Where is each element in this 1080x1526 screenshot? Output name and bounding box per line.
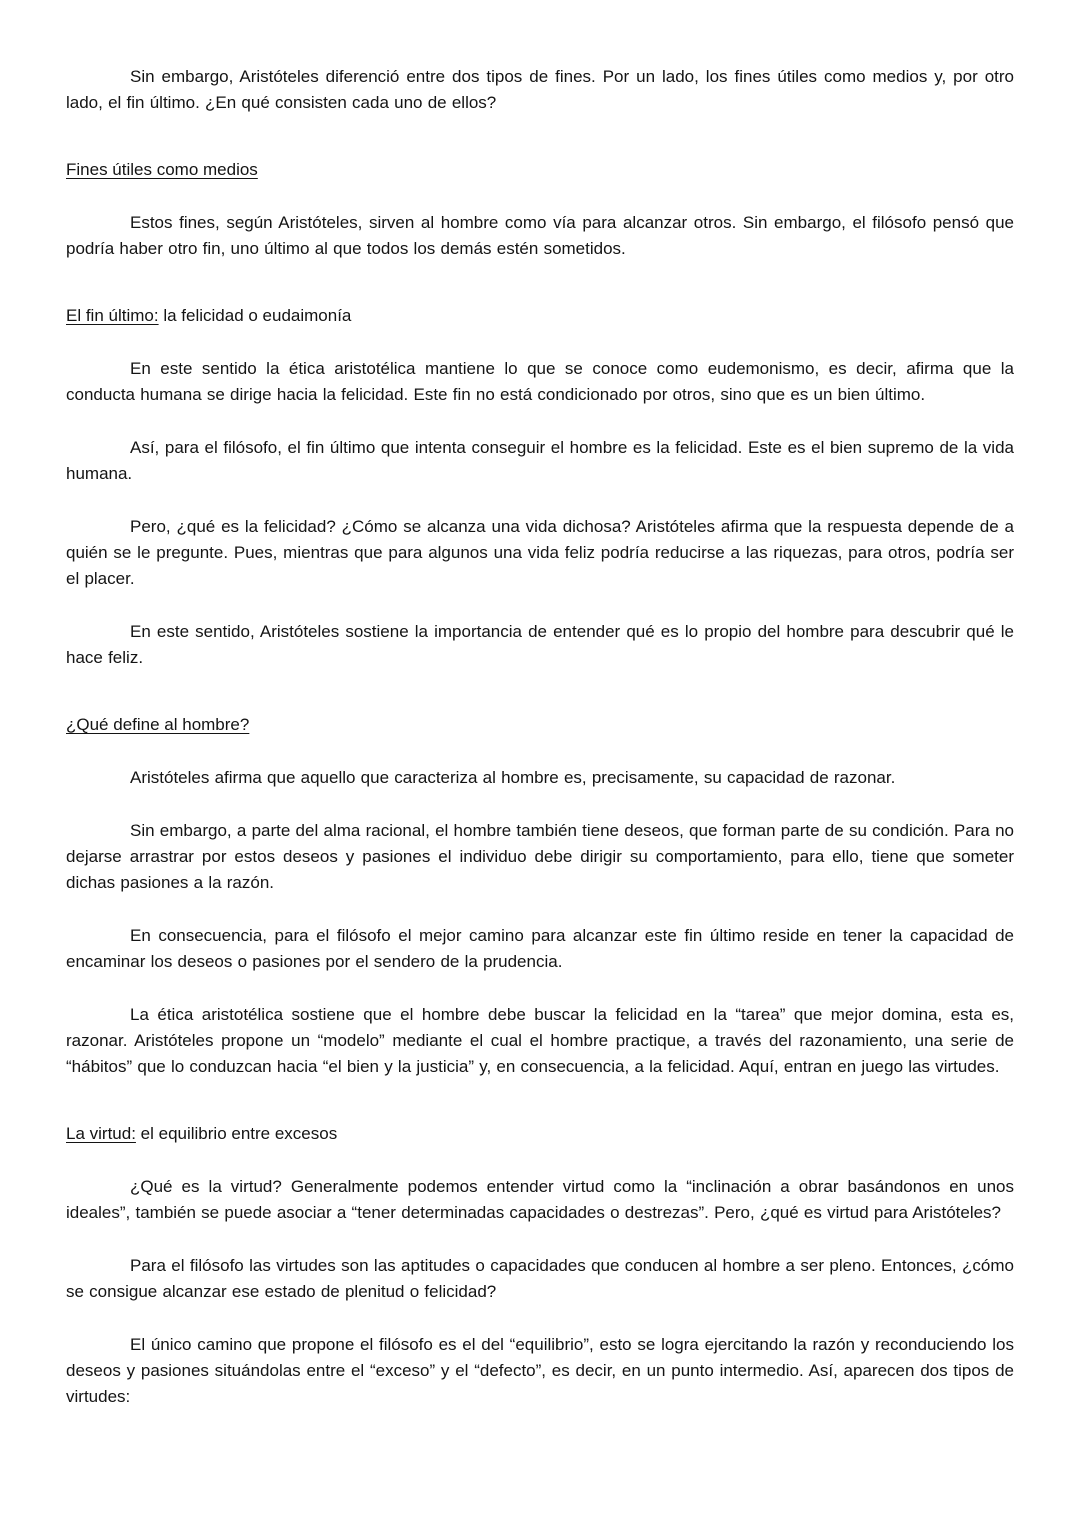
- heading-underlined-text: El fin último:: [66, 306, 159, 325]
- paragraph: Estos fines, según Aristóteles, sirven al hombre como vía para alcanzar otros. Sin embargo, el filósofo pensó que podría haber otro fin, uno último al que todos los demás estén sometidos.: [66, 213, 1014, 258]
- heading-underlined-text: La virtud:: [66, 1124, 136, 1143]
- paragraph: Para el filósofo las virtudes son las aptitudes o capacidades que conducen al hombre a ser pleno. Entonces, ¿cómo se consigue alcanzar ese estado de plenitud o felicidad?: [66, 1256, 1014, 1301]
- paragraph: El único camino que propone el filósofo es el del “equilibrio”, esto se logra ejercitando la razón y reconduciendo los deseos y pasiones situándolas entre el “exceso” y el “defecto”, es decir, en un punto intermedio. Así, aparecen dos tipos de virtudes:: [66, 1335, 1014, 1406]
- paragraph: Pero, ¿qué es la felicidad? ¿Cómo se alcanza una vida dichosa? Aristóteles afirma que la respuesta depende de a quién se le pregunte. Pues, mientras que para algunos una vida feliz podría reducirse a las riquezas, para otros, podría ser el placer.: [66, 517, 1014, 588]
- paragraph: En este sentido la ética aristotélica mantiene lo que se conoce como eudemonismo, es decir, afirma que la conducta humana se dirige hacia la felicidad. Este fin no está condicionado por otros, sino que es un bien último.: [66, 359, 1014, 404]
- heading-rest-text: la felicidad o eudaimonía: [158, 306, 352, 325]
- paragraph: En este sentido, Aristóteles sostiene la importancia de entender qué es lo propio del hombre para descubrir qué le hace feliz.: [66, 622, 1014, 667]
- section-heading-que-define-al-hombre: [66, 712, 1014, 738]
- paragraph: Sin embargo, Aristóteles diferenció entre dos tipos de fines. Por un lado, los fines útiles como medios y, por otro lado, el fin último. ¿En qué consisten cada uno de ellos?: [66, 67, 1014, 112]
- section-heading-fin-ultimo: [66, 303, 1014, 329]
- paragraph: La ética aristotélica sostiene que el hombre debe buscar la felicidad en la “tarea” que mejor domina, esta es, razonar. Aristóteles propone un “modelo” mediante el cual el hombre practique, a través del razonamiento, una serie de “hábitos” que lo conduzcan hacia “el bien y la justicia” y, en consecuencia, a la felicidad. Aquí, entran en juego las virtudes.: [66, 1005, 1014, 1076]
- section-heading-fines-utiles: [66, 157, 1014, 183]
- paragraph: Así, para el filósofo, el fin último que intenta conseguir el hombre es la felicidad. Este es el bien supremo de la vida humana.: [66, 438, 1014, 483]
- heading-underlined-text: Fines útiles como medios: [66, 160, 258, 179]
- heading-rest-text: el equilibrio entre excesos: [135, 1124, 338, 1143]
- paragraph: Sin embargo, a parte del alma racional, el hombre también tiene deseos, que forman parte de su condición. Para no dejarse arrastrar por estos deseos y pasiones el individuo debe dirigir su comportamiento, para ello, tiene que someter dichas pasiones a la razón.: [66, 821, 1014, 892]
- paragraph: ¿Qué es la virtud? Generalmente podemos entender virtud como la “inclinación a obrar basándonos en unos ideales”, también se puede asociar a “tener determinadas capacidades o destrezas”. Pero, ¿qué es virtud para Aristóteles?: [66, 1177, 1014, 1222]
- paragraph: En consecuencia, para el filósofo el mejor camino para alcanzar este fin último reside en tener la capacidad de encaminar los deseos o pasiones por el sendero de la prudencia.: [66, 926, 1014, 971]
- paragraph: Aristóteles afirma que aquello que caracteriza al hombre es, precisamente, su capacidad de razonar.: [130, 768, 896, 787]
- section-heading-la-virtud: [66, 1121, 1014, 1147]
- heading-underlined-text: ¿Qué define al hombre?: [66, 715, 250, 734]
